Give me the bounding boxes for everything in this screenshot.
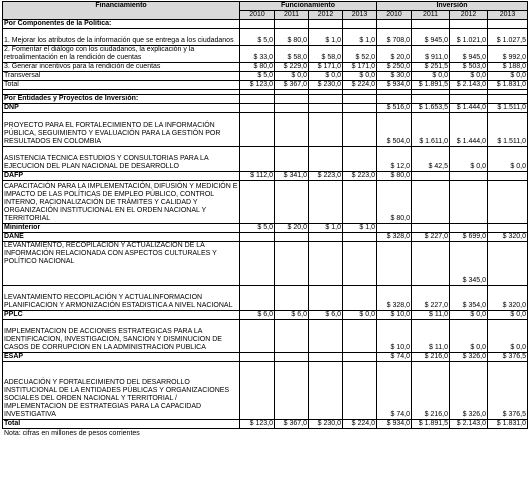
value-cell <box>343 353 377 362</box>
value-cell <box>343 104 377 113</box>
project-label: ADECUACIÓN Y FORTALECIMIENTO DEL DESARROLLO INSTITUCIONAL DE LA ENTIDADES PÚBLICAS Y ORGANIZACIONES SOCIALES DEL ORDEN NACIONAL Y TERRITORIAL / IMPLEMENTACION DE ESTRATEGIAS PARA LA CAPACIDAD INVESTIGATIVA <box>3 362 240 420</box>
entity-row-dnp <box>3 104 528 113</box>
value-cell <box>275 320 309 353</box>
table-row <box>3 72 528 81</box>
entity-row-esap <box>3 353 528 362</box>
value-cell <box>343 147 377 172</box>
value-cell: $ 376,5 <box>488 362 528 420</box>
value-cell: $ 223,0 <box>309 172 343 181</box>
header-row <box>3 2 528 11</box>
grand-total-row <box>3 420 528 429</box>
project-row <box>3 113 528 147</box>
value-cell: $ 367,0 <box>275 420 309 429</box>
section-title: Por Componentes de la Política: <box>3 20 240 29</box>
value-cell <box>412 172 450 181</box>
value-cell: $ 11,0 <box>412 311 450 320</box>
value-cell <box>240 320 275 353</box>
value-cell <box>412 224 450 233</box>
value-cell: $ 5,0 <box>240 72 275 81</box>
project-row <box>3 181 528 224</box>
value-cell: $ 123,0 <box>240 420 275 429</box>
value-cell: $ 188,0 <box>488 63 528 72</box>
value-cell: $ 1.611,0 <box>412 113 450 147</box>
value-cell <box>343 320 377 353</box>
value-cell: $ 2.143,0 <box>450 81 488 90</box>
value-cell <box>309 104 343 113</box>
value-cell: $ 0,0 <box>488 320 528 353</box>
value-cell: $ 20,0 <box>377 46 412 63</box>
value-cell: $ 0,0 <box>450 320 488 353</box>
value-cell: $ 250,0 <box>377 63 412 72</box>
project-label: IMPLEMENTACION DE ACCIONES ESTRATEGICAS PARA LA IDENTIFICACION, INVESTIGACION, SANCION Y DISMINUCION DE CASOS DE CORRUPCION EN LA ADMINISTRACION PUBLICA <box>3 320 240 353</box>
value-cell <box>450 224 488 233</box>
value-cell: $ 223,0 <box>343 172 377 181</box>
value-cell: $ 80,0 <box>377 181 412 224</box>
row-label: Total <box>3 81 240 90</box>
value-cell: $ 216,0 <box>412 353 450 362</box>
header-financiamiento: Financiamiento <box>3 2 240 20</box>
value-cell <box>275 242 309 286</box>
financing-table <box>2 1 528 429</box>
header-funcionamiento: Funcionamiento <box>240 2 377 11</box>
footnote: Nota: cifras en millones de pesos corrientes <box>4 430 140 437</box>
row-label: 1. Mejorar los atributos de la información que se entrega a los ciudadanos <box>3 29 240 46</box>
value-cell: $ 80,0 <box>377 172 412 181</box>
value-cell <box>343 113 377 147</box>
value-cell: $ 934,0 <box>377 420 412 429</box>
value-cell: $ 0,0 <box>450 311 488 320</box>
value-cell <box>275 104 309 113</box>
project-label: ASISTENCIA TECNICA ESTUDIOS Y CONSULTORIAS PARA LA EJECUCION DEL PLAN NACIONAL DE DESARROLLO <box>3 147 240 172</box>
section-politica <box>3 20 528 29</box>
entity-label: PPLC <box>3 311 240 320</box>
year-cell: 2012 <box>450 11 488 20</box>
entity-label: DNP <box>3 104 240 113</box>
value-cell <box>275 286 309 311</box>
entity-row-dafp <box>3 172 528 181</box>
value-cell <box>309 362 343 420</box>
value-cell: $ 74,0 <box>377 362 412 420</box>
value-cell: $ 1.444,0 <box>450 113 488 147</box>
value-cell <box>240 233 275 242</box>
value-cell: $ 80,0 <box>240 63 275 72</box>
value-cell: $ 1.891,5 <box>412 81 450 90</box>
value-cell <box>412 242 450 286</box>
value-cell <box>240 286 275 311</box>
project-row <box>3 320 528 353</box>
value-cell: $ 42,5 <box>412 147 450 172</box>
value-cell: $ 33,0 <box>240 46 275 63</box>
value-cell <box>488 224 528 233</box>
project-row <box>3 362 528 420</box>
value-cell: $ 934,0 <box>377 81 412 90</box>
year-cell: 2011 <box>412 11 450 20</box>
value-cell: $ 20,0 <box>275 224 309 233</box>
value-cell: $ 1.891,5 <box>412 420 450 429</box>
value-cell: $ 1.027,5 <box>488 29 528 46</box>
value-cell: $ 320,0 <box>488 286 528 311</box>
value-cell: $ 367,0 <box>275 81 309 90</box>
value-cell: $ 1.511,0 <box>488 113 528 147</box>
value-cell: $ 112,0 <box>240 172 275 181</box>
value-cell: $ 1.511,0 <box>488 104 528 113</box>
value-cell <box>240 353 275 362</box>
value-cell <box>275 362 309 420</box>
value-cell: $ 708,0 <box>377 29 412 46</box>
value-cell: $ 0,0 <box>488 311 528 320</box>
value-cell <box>309 320 343 353</box>
value-cell: $ 326,0 <box>450 362 488 420</box>
value-cell: $ 0,0 <box>343 311 377 320</box>
entity-row-mininterior <box>3 224 528 233</box>
value-cell: $ 1.444,0 <box>450 104 488 113</box>
year-cell: 2010 <box>240 11 275 20</box>
value-cell <box>275 113 309 147</box>
entity-label: Mininterior <box>3 224 240 233</box>
value-cell: $ 227,0 <box>412 286 450 311</box>
value-cell: $ 1.653,5 <box>412 104 450 113</box>
year-cell: 2013 <box>488 11 528 20</box>
row-label: 3. Generar incentivos para la rendición de cuentas <box>3 63 240 72</box>
value-cell: $ 0,0 <box>275 72 309 81</box>
value-cell: $ 74,0 <box>377 353 412 362</box>
table-row <box>3 29 528 46</box>
value-cell: $ 1.831,0 <box>488 420 528 429</box>
value-cell: $ 230,0 <box>309 81 343 90</box>
value-cell: $ 1.021,0 <box>450 29 488 46</box>
value-cell: $ 326,0 <box>450 353 488 362</box>
value-cell: $ 911,0 <box>412 46 450 63</box>
value-cell: $ 341,0 <box>275 172 309 181</box>
value-cell <box>343 181 377 224</box>
value-cell: $ 0,0 <box>412 72 450 81</box>
value-cell: $ 328,0 <box>377 233 412 242</box>
value-cell: $ 123,0 <box>240 81 275 90</box>
value-cell: $ 80,0 <box>275 29 309 46</box>
value-cell: $ 1,0 <box>309 224 343 233</box>
value-cell: $ 216,0 <box>412 362 450 420</box>
value-cell: $ 945,0 <box>412 29 450 46</box>
value-cell <box>240 113 275 147</box>
value-cell: $ 224,0 <box>343 81 377 90</box>
value-cell <box>412 181 450 224</box>
table-row <box>3 63 528 72</box>
value-cell: $ 171,0 <box>309 63 343 72</box>
value-cell <box>240 104 275 113</box>
value-cell <box>377 242 412 286</box>
value-cell: $ 1.831,0 <box>488 81 528 90</box>
value-cell <box>343 362 377 420</box>
year-cell: 2013 <box>343 11 377 20</box>
value-cell <box>450 181 488 224</box>
project-label: CAPACITACIÓN PARA LA IMPLEMENTACIÓN, DIFUSIÓN Y MEDICIÓN E IMPACTO DE LAS POLÍTICAS DE EMPLEO PÚBLICO, CONTROL INTERNO, RACIONALIZACIÓN DE TRÁMITES Y CALIDAD Y ORGANIZACIÓN INSTITUCIONAL EN EL ORDEN NACIONAL Y TERRITORIAL <box>3 181 240 224</box>
value-cell: $ 0,0 <box>488 147 528 172</box>
value-cell <box>275 353 309 362</box>
value-cell: $ 251,5 <box>412 63 450 72</box>
value-cell: $ 320,0 <box>488 233 528 242</box>
value-cell: $ 504,0 <box>377 113 412 147</box>
value-cell: $ 5,0 <box>240 224 275 233</box>
value-cell: $ 328,0 <box>377 286 412 311</box>
value-cell: $ 992,0 <box>488 46 528 63</box>
value-cell: $ 171,0 <box>343 63 377 72</box>
project-label: LEVANTAMIENTO, RECOPILACIÓN Y ACTUALIZACIÓN DE LA INFORMACIÓN RELACIONADA CON ASPECTOS CULTURALES Y POLÍTICO NACIONAL <box>3 242 240 286</box>
year-cell: 2012 <box>309 11 343 20</box>
value-cell <box>450 172 488 181</box>
entity-label: ESAP <box>3 353 240 362</box>
value-cell: $ 1,0 <box>309 29 343 46</box>
value-cell <box>275 233 309 242</box>
year-cell: 2010 <box>377 11 412 20</box>
value-cell: $ 376,5 <box>488 353 528 362</box>
value-cell: $ 0,0 <box>488 72 528 81</box>
value-cell: $ 354,0 <box>450 286 488 311</box>
value-cell: $ 6,0 <box>309 311 343 320</box>
value-cell: $ 12,0 <box>377 147 412 172</box>
value-cell <box>240 242 275 286</box>
value-cell <box>488 172 528 181</box>
value-cell: $ 58,0 <box>275 46 309 63</box>
value-cell: $ 6,0 <box>240 311 275 320</box>
value-cell: $ 345,0 <box>450 242 488 286</box>
value-cell <box>309 242 343 286</box>
value-cell <box>240 362 275 420</box>
value-cell: $ 230,0 <box>309 420 343 429</box>
value-cell: $ 1,0 <box>343 224 377 233</box>
value-cell: $ 224,0 <box>343 420 377 429</box>
row-label: Transversal <box>3 72 240 81</box>
value-cell <box>309 233 343 242</box>
section-title: Por Entidades y Proyectos de Inversión: <box>3 95 240 104</box>
value-cell <box>275 147 309 172</box>
value-cell: $ 6,0 <box>275 311 309 320</box>
value-cell: $ 945,0 <box>450 46 488 63</box>
value-cell: $ 10,0 <box>377 320 412 353</box>
value-cell: $ 699,0 <box>450 233 488 242</box>
project-row <box>3 147 528 172</box>
value-cell <box>309 147 343 172</box>
total-row <box>3 81 528 90</box>
value-cell: $ 0,0 <box>450 147 488 172</box>
table-row <box>3 46 528 63</box>
entity-row-dane <box>3 233 528 242</box>
value-cell: $ 0,0 <box>450 72 488 81</box>
value-cell: $ 11,0 <box>412 320 450 353</box>
value-cell: $ 58,0 <box>309 46 343 63</box>
header-inversion: Inversión <box>377 2 528 11</box>
value-cell <box>343 233 377 242</box>
value-cell <box>488 181 528 224</box>
project-label: LEVANTAMIENTO RECOPILACIÓN Y ACTUALINFORMACION PLANIFICACION Y ARMONIZACIÓN ESTADISTICA A NIVEL NACIONAL <box>3 286 240 311</box>
value-cell: $ 503,0 <box>450 63 488 72</box>
value-cell: $ 52,0 <box>343 46 377 63</box>
value-cell: $ 30,0 <box>377 72 412 81</box>
value-cell: $ 0,0 <box>309 72 343 81</box>
value-cell <box>240 147 275 172</box>
value-cell: $ 227,0 <box>412 233 450 242</box>
value-cell <box>275 181 309 224</box>
value-cell <box>343 242 377 286</box>
value-cell <box>240 181 275 224</box>
value-cell: $ 229,0 <box>275 63 309 72</box>
row-label: 2. Fomentar el diálogo con los ciudadanos, la explicación y la retroalimentación en la rendición de cuentas <box>3 46 240 63</box>
project-row <box>3 286 528 311</box>
value-cell <box>309 286 343 311</box>
year-cell: 2011 <box>275 11 309 20</box>
entity-row-pplc <box>3 311 528 320</box>
value-cell: $ 1,0 <box>343 29 377 46</box>
row-label: Total <box>3 420 240 429</box>
value-cell <box>309 113 343 147</box>
section-entidades <box>3 95 528 104</box>
project-label: PROYECTO PARA EL FORTALECIMIENTO DE LA INFORMACIÓN PÚBLICA, SEGUIMIENTO Y EVALUACIÓN PARA LA GESTIÓN POR RESULTADOS EN COLOMBIA <box>3 113 240 147</box>
value-cell: $ 0,0 <box>343 72 377 81</box>
value-cell <box>343 286 377 311</box>
value-cell: $ 5,0 <box>240 29 275 46</box>
value-cell <box>309 353 343 362</box>
value-cell: $ 516,0 <box>377 104 412 113</box>
entity-label: DANE <box>3 233 240 242</box>
project-row <box>3 242 528 286</box>
value-cell <box>309 181 343 224</box>
value-cell: $ 10,0 <box>377 311 412 320</box>
entity-label: DAFP <box>3 172 240 181</box>
value-cell <box>488 242 528 286</box>
value-cell <box>377 224 412 233</box>
value-cell: $ 2.143,0 <box>450 420 488 429</box>
